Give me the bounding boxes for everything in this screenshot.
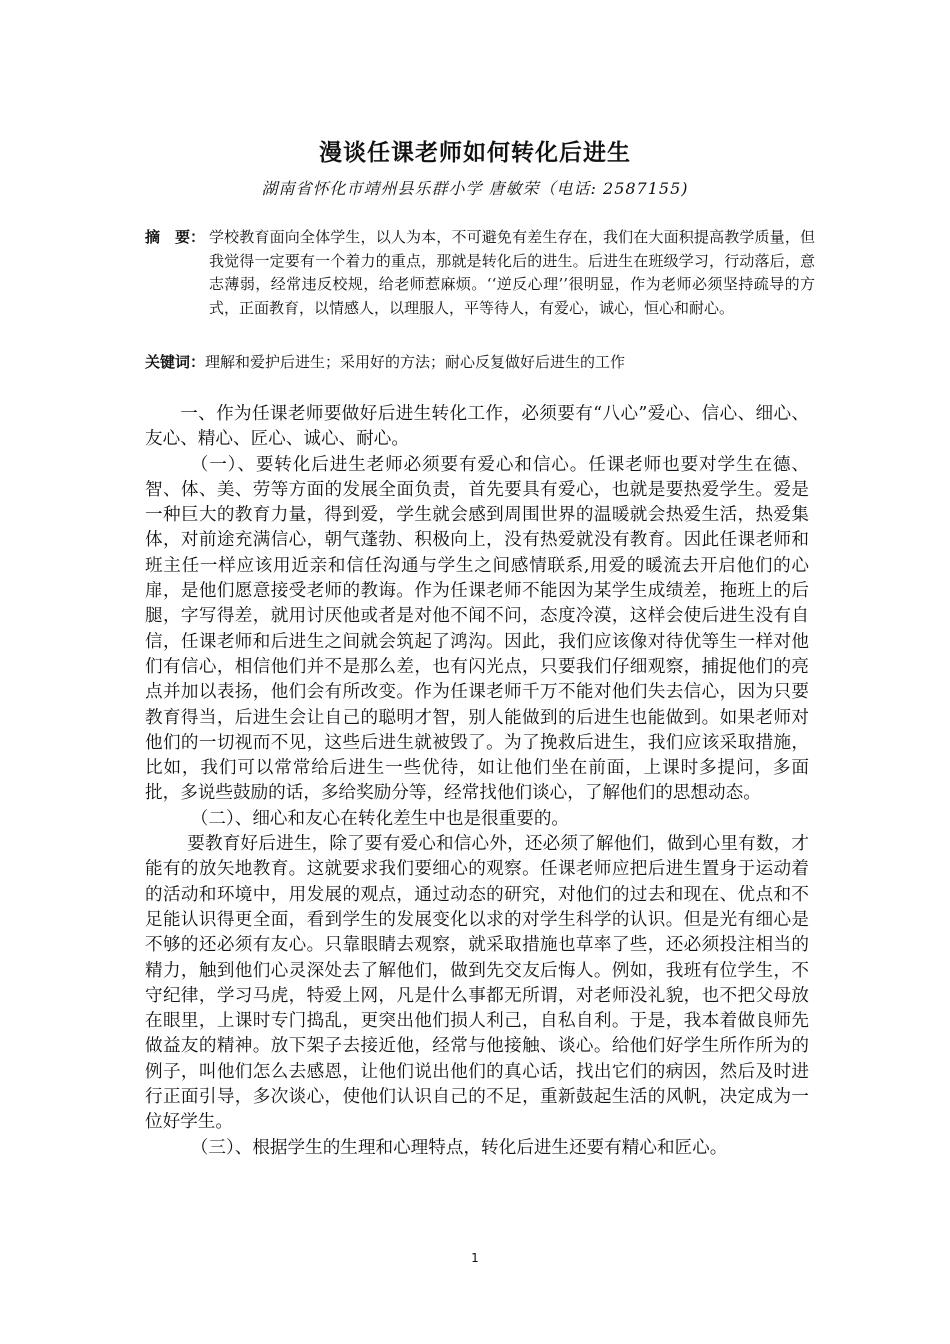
- subsection-heading: （二）、细心和友心在转化差生中也是很重要的。: [190, 808, 570, 829]
- section-heading: 一、作为任课老师要做好后进生转化工作，必须要有“八心”爱心、信心、细心、友心、精心、匠心、诚心、耐心。: [145, 404, 809, 450]
- author-line: 湖南省怀化市靖州县乐群小学 唐敏荣（电话: 2587155): [261, 179, 689, 198]
- document-title: 漫谈任课老师如何转化后进生: [319, 140, 631, 166]
- keywords-text: 理解和爱护后进生；采用好的方法；耐心反复做好后进生的工作: [205, 353, 626, 371]
- abstract-text: 学校教育面向全体学生，以人为本，不可避免有差生存在，我们在大面积提高教学质量，但我觉得一定要有一个着力的重点，那就是转化后的进生。后进生在班级学习，行动落后，意志薄弱，经常违反校规，给老师惹麻烦。‘‘逆反心理’’很明显，作为老师必须坚持疏导的方式，正面教育，以情感人，以理服人，平等待人，有爱心，诚心，恒心和耐心。: [209, 228, 815, 317]
- keywords-block: [145, 351, 815, 374]
- paragraph: （一）、要转化后进生老师必须要有爱心和信心。任课老师也要对学生在德、智、体、美、劳等方面的发展全面负责，首先要具有爱心，也就是要热爱学生。爱是一种巨大的教育力量，得到爱，学生就会感到周围世界的温暖就会热爱生活，热爱集体，对前途充满信心，朝气蓬勃、积极向上，没有热爱就没有教育。因此任课老师和班主任一样应该用近亲和信任沟通与学生之间感情联系,用爱的暖流去开启他们的心扉，是他们愿意接受老师的教诲。作为任课老师不能因为某学生成绩差，拖班上的后腿，字写得差，就用讨厌他或者是对他不闻不问，态度冷漠，这样会使后进生没有自信，任课老师和后进生之间就会筑起了鸿沟。因此，我们应该像对待优等生一样对他们有信心，相信他们并不是那么差，也有闪光点，只要我们仔细观察，捕捉他们的亮点并加以表扬，他们会有所改变。作为任课老师千万不能对他们失去信心，因为只要教育得当，后进生会让自己的聪明才智，别人能做到的后进生也能做到。如果老师对他们的一切视而不见，这些后进生就被毁了。为了挽救后进生，我们应该采取措施，比如，我们可以常常给后进生一些优待，如让他们坐在前面，上课时多提问，多面批，多说些鼓励的话，多给奖励分等，经常找他们谈心，了解他们的思想动态。: [145, 454, 809, 804]
- body-text: [145, 402, 809, 1161]
- paragraph: 要教育好后进生，除了要有爱心和信心外，还必须了解他们，做到心里有数，才能有的放矢地教育。这就要求我们要细心的观察。任课老师应把后进生置身于运动着的活动和环境中，用发展的观点，通过动态的研究，对他们的过去和现在、优点和不足能认识得更全面，看到学生的发展变化以求的对学生科学的认识。但是光有细心是不够的还必须有友心。只靠眼睛去观察，就采取措施也草率了些，还必须投注相当的精力，触到他们心灵深处去了解他们，做到先交友后悔人。例如，我班有位学生，不守纪律，学习马虎，特爱上网，凡是什么事都无所谓，对老师没礼貌，也不把父母放在眼里，上课时专门捣乱，更突出他们损人利己，自私自利。于是，我本着做良师先做益友的精神。放下架子去接近他，经常与他接触、谈心。给他们好学生所作所为的例子，叫他们怎么去感恩，让他们说出他们的真心话，找出它们的病因，然后及时进行正面引导，多次谈心，使他们认识自己的不足，重新鼓起生活的风帆，决定成为一位好学生。: [145, 834, 809, 1133]
- keywords-label: 关键词：: [145, 353, 206, 371]
- page-number: 1: [471, 1251, 479, 1265]
- abstract-block: [145, 226, 815, 320]
- subsection-heading: （三）、根据学生的生理和心理特点，转化后进生还要有精心和匠心。: [190, 1137, 728, 1158]
- abstract-label: 摘 要：: [145, 228, 206, 246]
